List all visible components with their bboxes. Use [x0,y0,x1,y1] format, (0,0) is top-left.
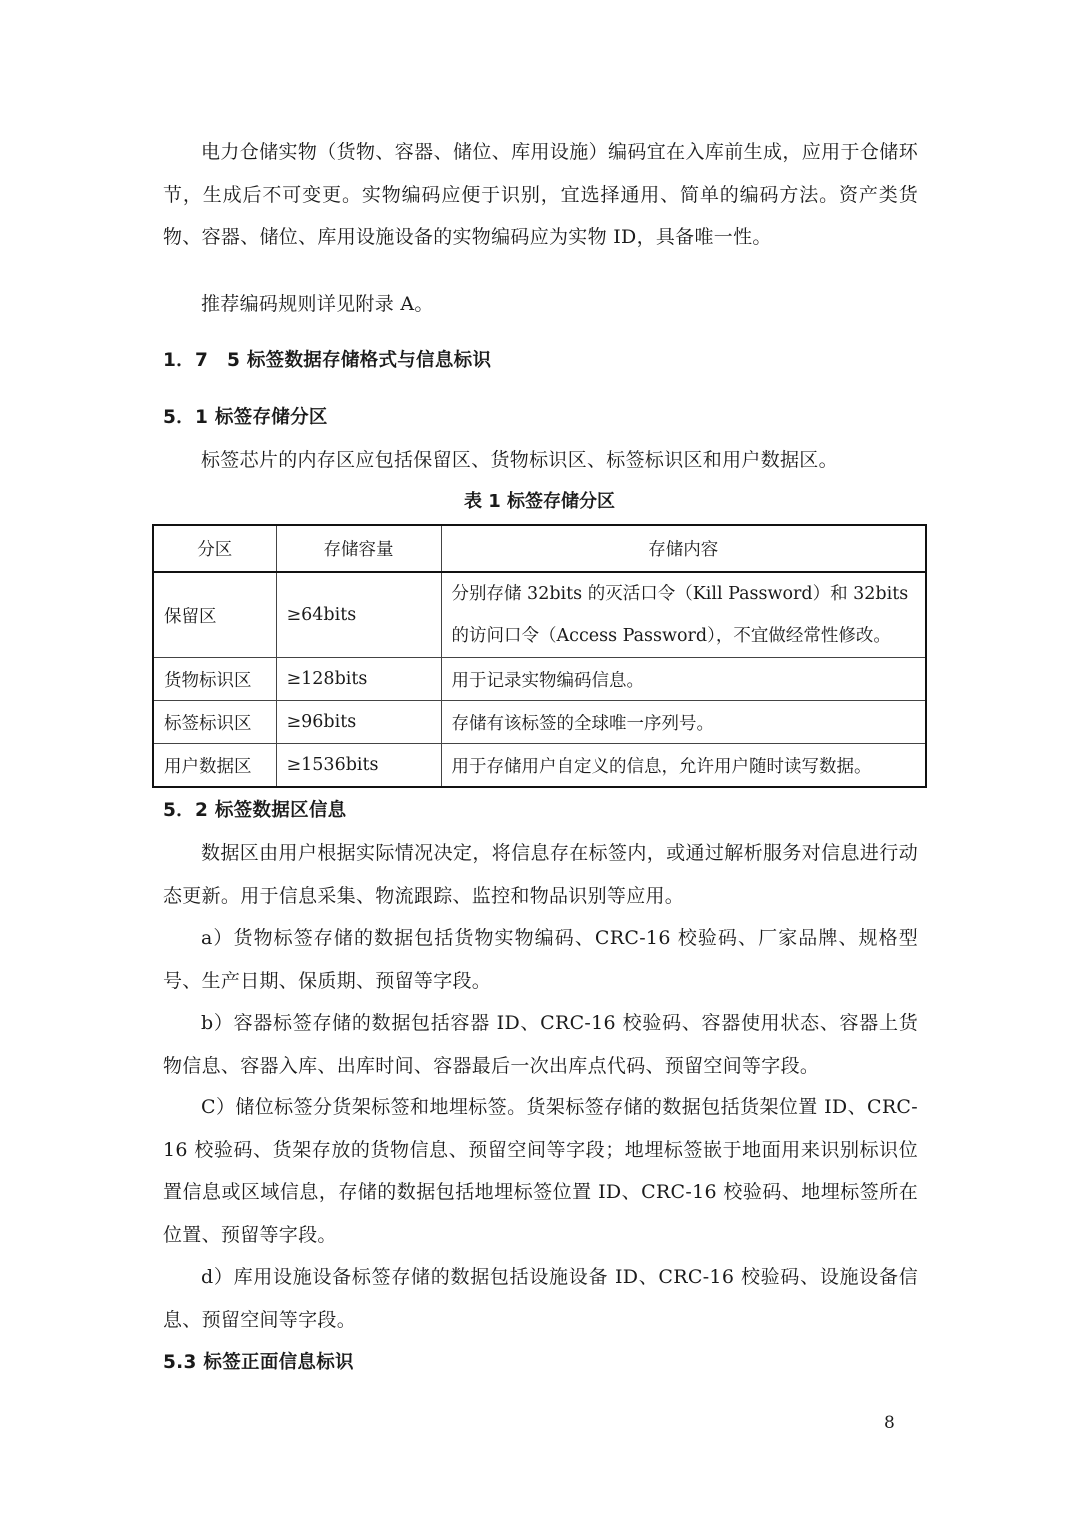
cell-capacity: ≥64bits [276,572,441,658]
paragraph-item-b: b）容器标签存储的数据包括容器 ID、CRC-16 校验码、容器使用状态、容器上货物信息、容器入库、出库时间、容器最后一次出库点代码、预留空间等字段。 [163,1012,918,1077]
paragraph-data-area-intro: 数据区由用户根据实际情况决定，将信息存在标签内，或通过解析服务对信息进行动态更新。用于信息采集、物流跟踪、监控和物品识别等应用。 [163,842,918,907]
header-partition: 分区 [153,525,276,572]
page-number: 8 [884,1413,895,1433]
cell-content: 存储有该标签的全球唯一序列号。 [441,701,926,744]
section-heading-5-3: 5.3 标签正面信息标识 [163,1352,354,1373]
cell-capacity: ≥1536bits [276,744,441,788]
table-row [153,744,926,788]
table-row [153,658,926,701]
header-capacity: 存储容量 [276,525,441,572]
table-row [153,572,926,658]
paragraph-item-a: a）货物标签存储的数据包括货物实物编码、CRC-16 校验码、厂家品牌、规格型号、生产日期、保质期、预留等字段。 [163,927,918,992]
paragraph-memory-areas: 标签芯片的内存区应包括保留区、货物标识区、标签标识区和用户数据区。 [201,449,838,471]
paragraph-item-c: C）储位标签分货架标签和地埋标签。货架标签存储的数据包括货架位置 ID、CRC-16 校验码、货架存放的货物信息、预留空间等字段；地埋标签嵌于地面用来识别标识位置信息或区域信息，存储的数据包括地埋标签位置 ID、CRC-16 校验码、地埋标签所在位置、预留等字段。 [163,1096,918,1246]
paragraph-appendix-reference: 推荐编码规则详见附录 A。 [201,293,434,315]
cell-capacity: ≥128bits [276,658,441,701]
cell-partition: 标签标识区 [153,701,276,744]
section-heading-1-7: 1．7 5 标签数据存储格式与信息标识 [163,350,492,371]
cell-partition: 用户数据区 [153,744,276,788]
table-header-row [153,525,926,572]
cell-content: 分别存储 32bits 的灭活口令（Kill Password）和 32bits 的访问口令（Access Password），不宜做经常性修改。 [441,572,926,658]
table-caption: 表 1 标签存储分区 [463,491,616,512]
table-row [153,701,926,744]
paragraph-encoding-rules: 电力仓储实物（货物、容器、储位、库用设施）编码宜在入库前生成，应用于仓储环节，生成后不可变更。实物编码应便于识别，宜选择通用、简单的编码方法。资产类货物、容器、储位、库用设施设备的实物编码应为实物 ID，具备唯一性。 [163,141,918,248]
cell-partition: 保留区 [153,572,276,658]
section-heading-5-1: 5．1 标签存储分区 [163,407,328,428]
storage-partition-table [152,524,927,788]
cell-content: 用于记录实物编码信息。 [441,658,926,701]
section-heading-5-2: 5．2 标签数据区信息 [163,800,347,821]
paragraph-item-d: d）库用设施设备标签存储的数据包括设施设备 ID、CRC-16 校验码、设施设备信息、预留空间等字段。 [163,1266,918,1331]
header-content: 存储内容 [441,525,926,572]
cell-content: 用于存储用户自定义的信息，允许用户随时读写数据。 [441,744,926,788]
cell-capacity: ≥96bits [276,701,441,744]
cell-partition: 货物标识区 [153,658,276,701]
